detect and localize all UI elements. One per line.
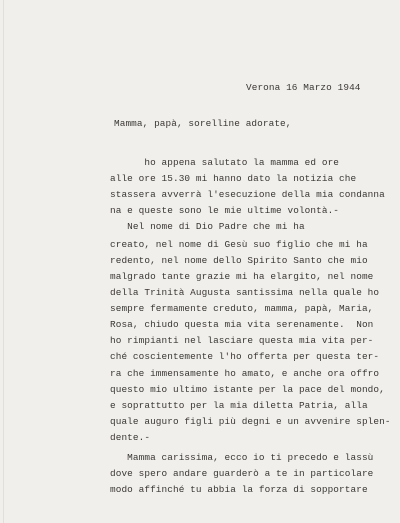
letter-salutation: Mamma, papà, sorelline adorate, <box>114 118 292 129</box>
letter-line: alle ore 15.30 mi hanno dato la notizia che <box>110 173 357 184</box>
letter-line: modo affinché tu abbia la forza di sopportare <box>110 484 368 495</box>
letter-line: ho appena salutato la mamma ed ore <box>110 157 340 168</box>
letter-line: ra che immensamente ho amato, e anche ora offro <box>110 368 380 379</box>
letter-line: ché coscientemente l'ho offerta per questa ter- <box>110 351 380 362</box>
letter-line: malgrado tante grazie mi ha elargito, nel nome <box>110 271 374 282</box>
letter-line: Nel nome di Dio Padre che mi ha <box>110 221 305 232</box>
letter-line: creato, nel nome di Gesù suo figlio che mi ha <box>110 239 368 250</box>
letter-line: redento, nel nome dello Spirito Santo che mio <box>110 255 368 266</box>
letter-line: Mamma carissima, ecco io ti precedo e lassù <box>110 452 374 463</box>
letter-line: ho rimpianti nel lasciare questa mia vita per- <box>110 335 374 346</box>
letter-line: dente.- <box>110 432 151 443</box>
letter-line: e soprattutto per la mia diletta Patria, alla <box>110 400 368 411</box>
letter-line: sempre fermamente creduto, mamma, papà, Maria, <box>110 303 374 314</box>
letter-line: stassera avverrà l'esecuzione della mia condanna <box>110 189 385 200</box>
letter-line: dove spero andare guarderò a te in particolare <box>110 468 374 479</box>
letter-line: della Trinità Augusta santissima nella quale ho <box>110 287 380 298</box>
letter-date: Verona 16 Marzo 1944 <box>246 82 361 93</box>
letter-line: Rosa, chiudo questa mia vita serenamente. Non <box>110 319 374 330</box>
letter-line: questo mio ultimo istante per la pace del mondo, <box>110 384 385 395</box>
letter-line: na e queste sono le mie ultime volontà.- <box>110 205 340 216</box>
letter-line: quale auguro figli più degni e un avvenire splen- <box>110 416 391 427</box>
